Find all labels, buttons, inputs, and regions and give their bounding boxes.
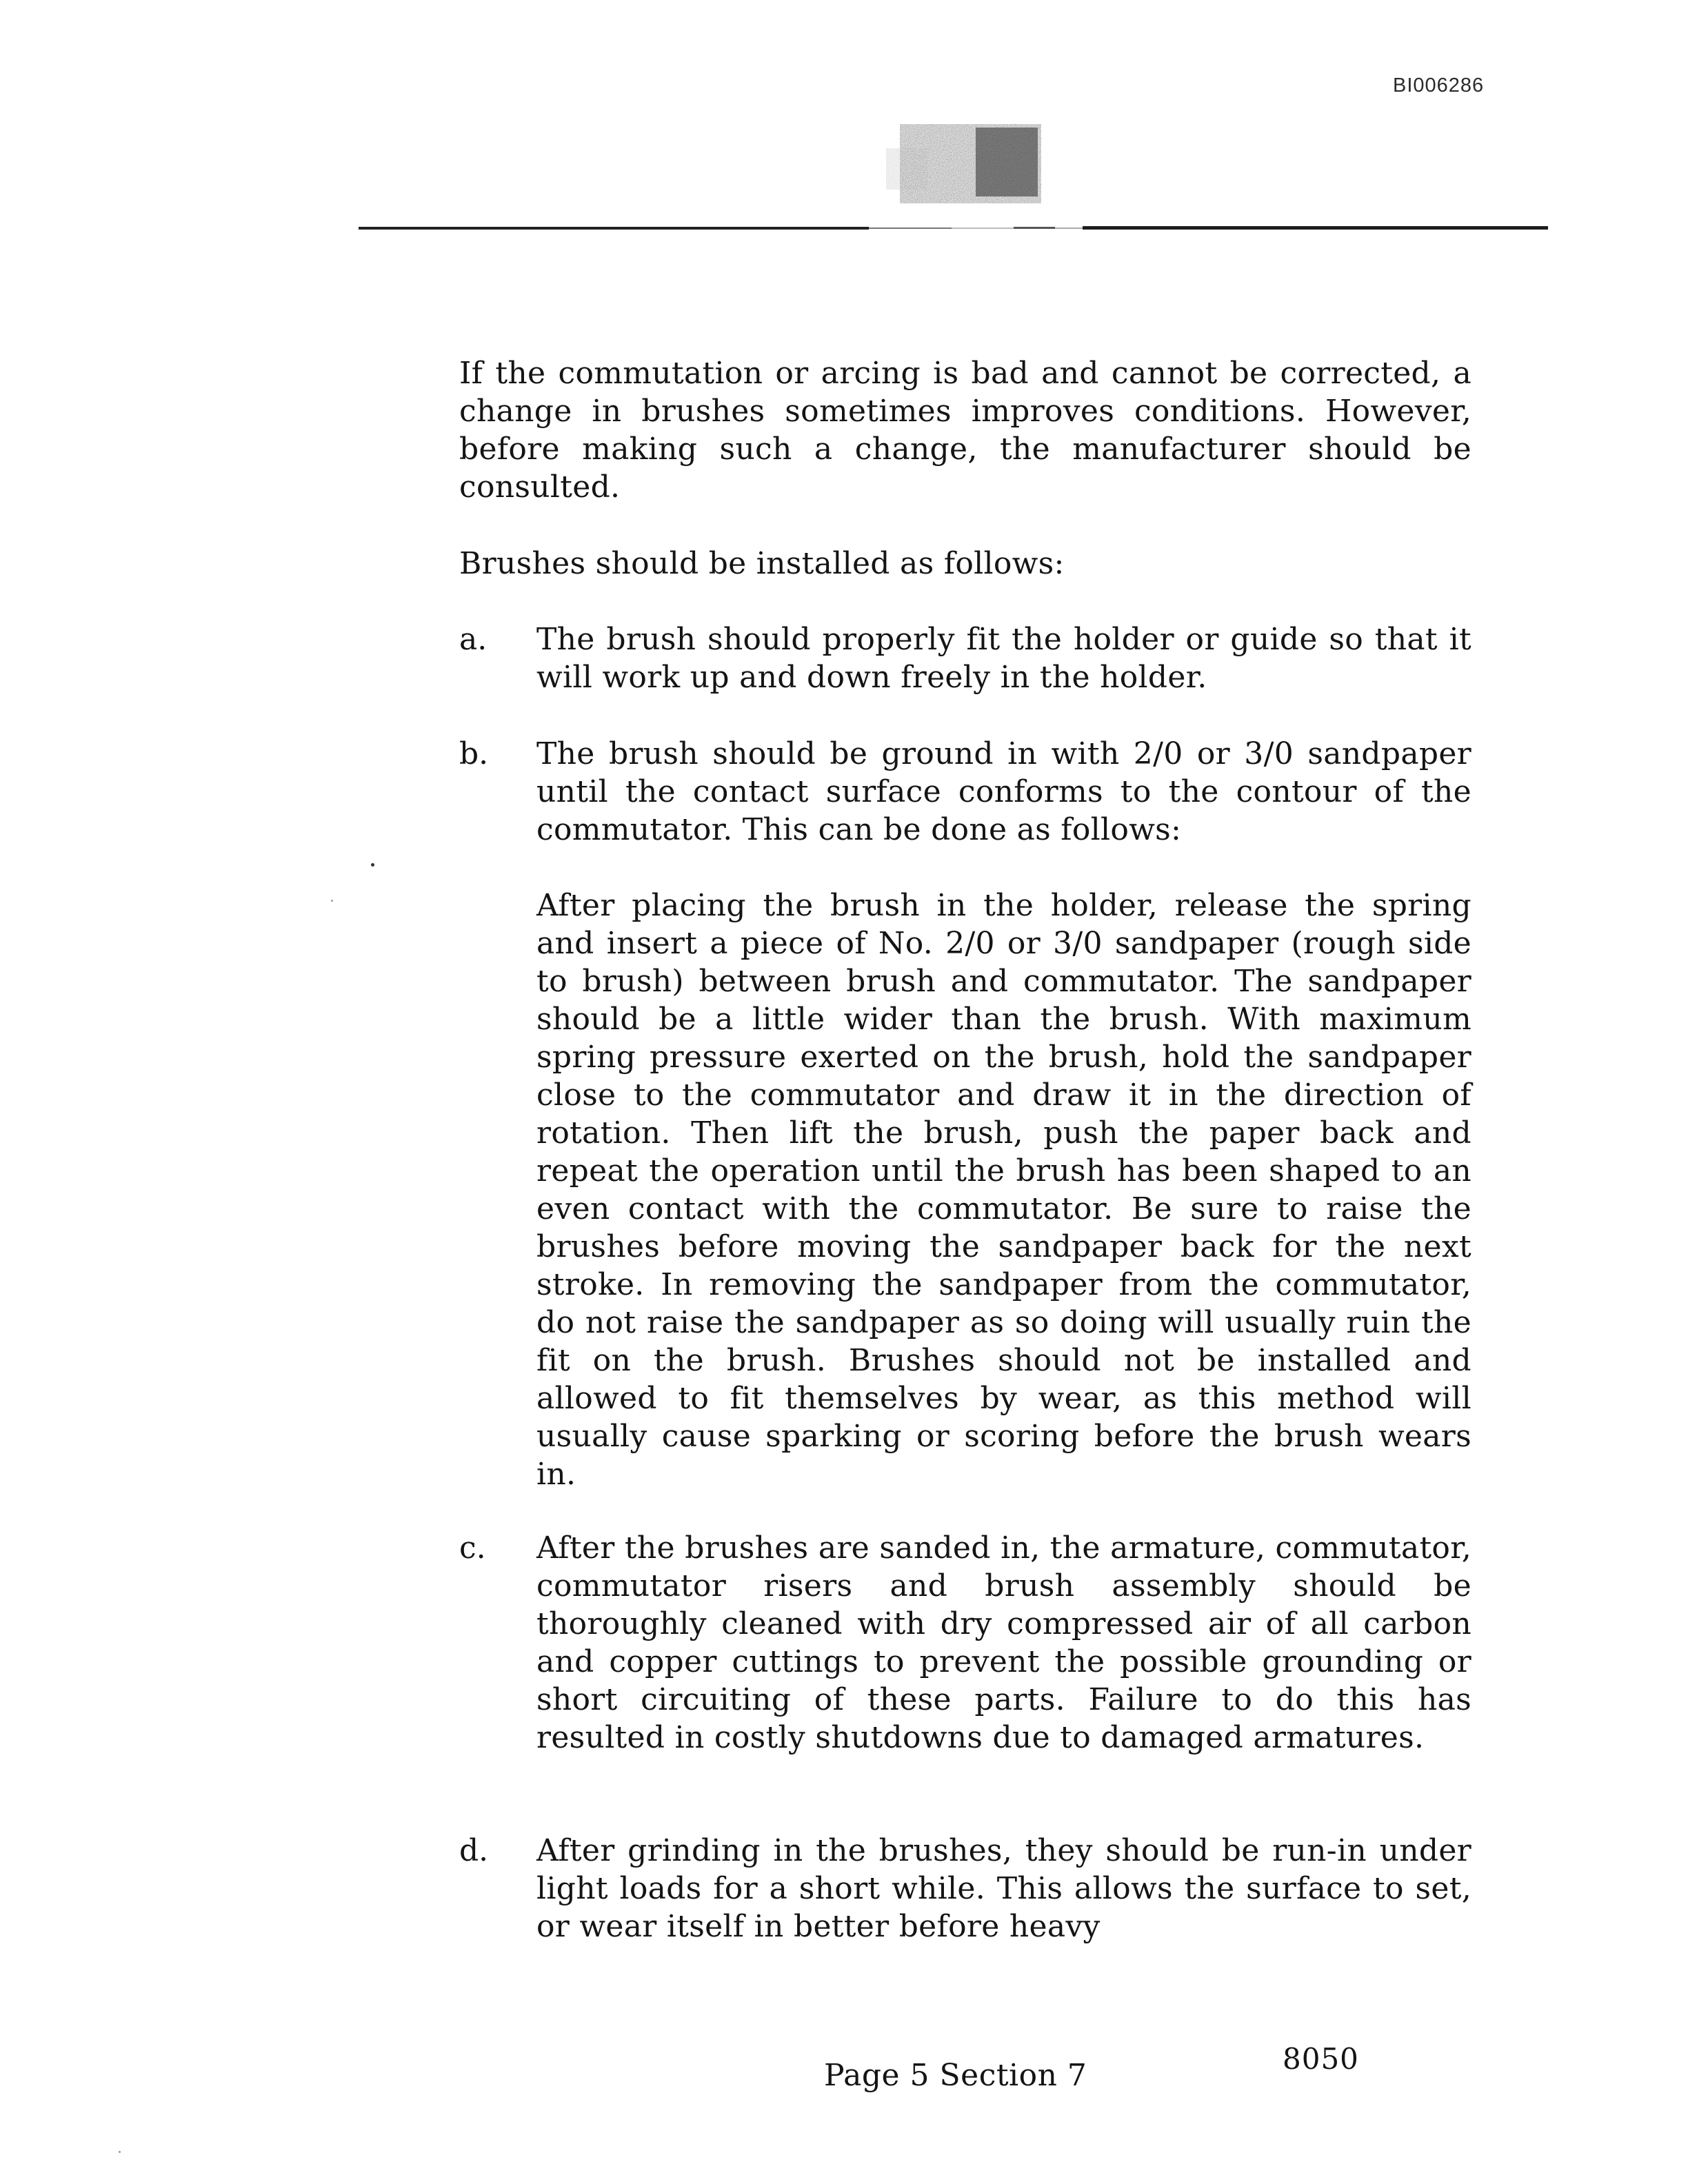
list-item [459, 1832, 1471, 1945]
list-item [459, 620, 1471, 696]
smudged-logo-icon [872, 121, 1045, 207]
list-text: After grinding in the brushes, they should be run-in under light loads for a short while. This allows the surface to set, or wear itself in better before heavy [536, 1833, 1471, 1944]
list-text: After the brushes are sanded in, the armature, commutator, commutator risers and brush assembly should be thoroughly cleaned with dry compressed air of all carbon and copper cuttings to prevent the possible grounding or short circuiting of these parts. Failure to do this has resulted in costly shutdowns due to damaged armatures. [536, 1530, 1471, 1755]
list-letter: c. [459, 1530, 486, 1566]
list-letter: a. [459, 622, 488, 657]
intro-paragraph: If the commutation or arcing is bad and cannot be corrected, a change in brushes sometimes improves conditions. However, before making such a change, the manufacturer should be consulted. [459, 356, 1471, 505]
list-letter: d. [459, 1833, 489, 1868]
scan-speck [119, 2151, 121, 2153]
sanding-procedure: After placing the brush in the holder, release the spring and insert a piece of No. 2/0 or 3/0 sandpaper (rough side to brush) between brush and commutator. The sandpaper should be a little wider than the brush. With maximum spring pressure exerted on the brush, hold the sandpaper close to the commutator and draw it in the direction of rotation. Then lift the brush, push the paper back and repeat the operation until the brush has been shaped to an even contact with the commutator. Be sure to raise the brushes before moving the sandpaper back for the next stroke. In removing the sandpaper from the commutator, do not raise the sandpaper as so doing will usually ruin the fit on the brush. Brushes should not be installed and allowed to fit themselves by wear, as this method will usually cause sparking or scoring before the brush wears in. [536, 888, 1471, 1492]
list-item [459, 735, 1471, 849]
list-item [459, 1529, 1471, 1757]
list-text: The brush should properly fit the holder or guide so that it will work up and down freely in the holder. [536, 622, 1471, 695]
list-letter: b. [459, 736, 489, 771]
scan-speck [371, 863, 374, 867]
scan-speck [331, 900, 333, 902]
installation-intro: Brushes should be installed as follows: [459, 546, 1065, 581]
form-number: 8050 [1283, 2042, 1359, 2076]
page-label: Page 5 Section 7 [824, 2058, 1087, 2093]
list-text: The brush should be ground in with 2/0 or 3/0 sandpaper until the contact surface conforms to the contour of the commutator. This can be done as follows: [536, 736, 1471, 847]
header-rule [359, 225, 1548, 232]
document-id: BI006286 [1393, 74, 1485, 97]
